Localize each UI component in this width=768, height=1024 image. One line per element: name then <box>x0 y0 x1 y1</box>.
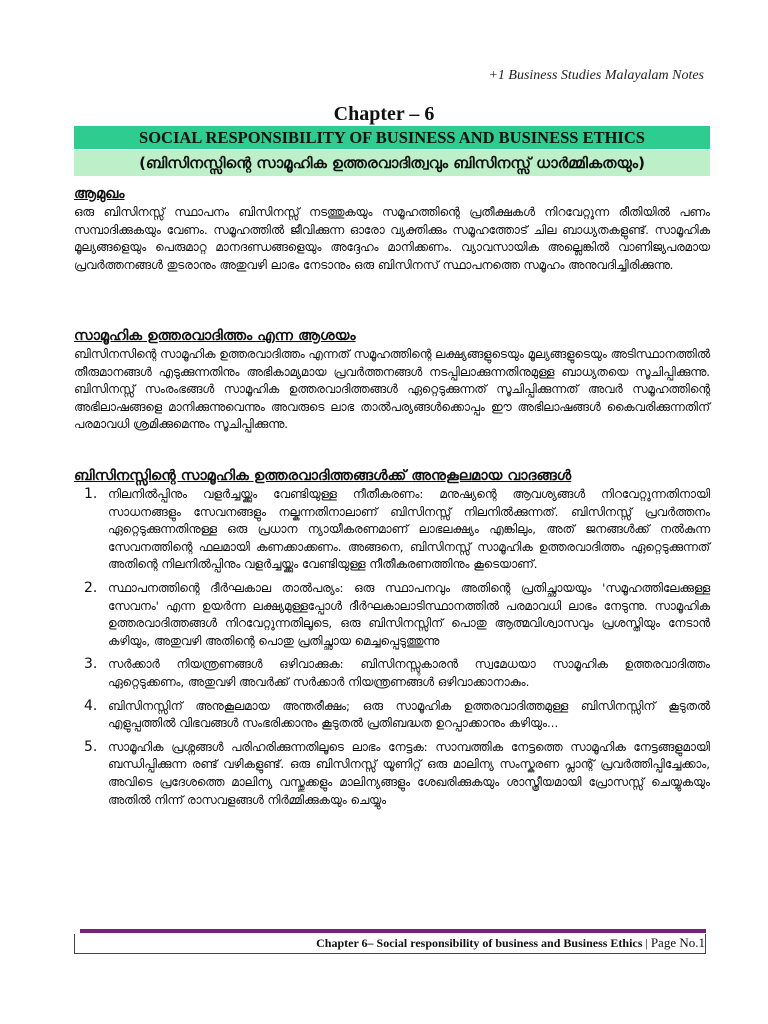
section-paragraph: ഒരു ബിസിനസ്സ് സ്ഥാപനം ബിസിനസ്സ് നടത്തുകയും സമൂഹത്തിന്റെ പ്രതീക്ഷകൾ നിറവേറ്റുന്ന രീതിയിൽ പണം സമ്പാദിക്കുകയും വേണം. സമൂഹത്തിൽ ജീവിക്കുന്ന ഓരോ വ്യക്തിക്കും സമൂഹത്തോട് ചില ബാധ്യതകളുണ്ട്. സാമൂഹിക മൂല്യങ്ങളെയും പെരുമാറ്റ മാനദണ്ഡങ്ങളെയും അദ്ദേഹം മാനിക്കണം. വ്യാവസായിക അല്ലെങ്കിൽ വാണിജ്യപരമായ പ്രവർത്തനങ്ങൾ തുടരാനും അതുവഴി ലാഭം നേടാനും ഒരു ബിസിനസ് സ്ഥാപനത്തെ സമൂഹം അനുവദിച്ചിരിക്കുന്നു. <box>74 205 710 272</box>
chapter-title-malayalam: (ബിസിനസ്സിന്റെ സാമൂഹിക ഉത്തരവാദിത്വവും ബിസിനസ്സ് ധാർമ്മികതയും) <box>74 150 710 176</box>
list-item <box>74 486 710 574</box>
list-item-text: സ്ഥാപനത്തിന്റെ ദീർഘകാല താൽപര്യം: ഒരു സ്ഥാപനവും അതിന്റെ പ്രതിച്ഛായയും 'സമൂഹത്തിലേക്കുള്ള സേവനം' എന്ന ഉയർന്ന ലക്ഷ്യമുള്ളപ്പോൾ ദീർഘകാലാടിസ്ഥാനത്തിൽ പരമാവധി ലാഭം നേടുന്നു. സാമൂഹിക ഉത്തരവാദിത്തങ്ങൾ നിറവേറ്റുന്നതിലൂടെ, ഒരു ബിസിനസ്സിന് പൊതു ആത്മവിശ്വാസവും പ്രശസ്തിയും നേടാൻ കഴിയും, അതുവഴി അതിന്റെ പൊതു പ്രതിച്ഛായ മെച്ചപ്പെടുത്തുന്നു <box>108 580 710 648</box>
footer-separator: | <box>645 936 648 950</box>
list-item-number: 1. <box>84 486 98 502</box>
footer-title: Chapter 6– Social responsibility of business and Business Ethics <box>316 936 643 950</box>
list-item <box>74 656 710 691</box>
list-item-number: 2. <box>84 579 98 596</box>
chapter-number: Chapter – 6 <box>333 103 435 125</box>
list-item <box>74 739 710 809</box>
arguments-list <box>74 486 710 809</box>
footer-divider <box>80 929 706 933</box>
page-header-note: +1 Business Studies Malayalam Notes <box>488 68 704 83</box>
page-footer <box>74 934 706 954</box>
chapter-title-english: SOCIAL RESPONSIBILITY OF BUSINESS AND BUSINESS ETHICS <box>74 126 710 149</box>
list-item-text: സർക്കാർ നിയന്ത്രണങ്ങൾ ഒഴിവാക്കുക: ബിസിനസ്സുകാരൻ സ്വമേധയാ സാമൂഹിക ഉത്തരവാദിത്തം ഏറ്റെടുക്കണം, അതുവഴി അവർക്ക് സർക്കാർ നിയന്ത്രണങ്ങൾ ഒഴിവാക്കാനാകും. <box>108 657 710 689</box>
section-concept <box>74 328 710 434</box>
list-item-text: ബിസിനസ്സിന് അനുകൂലമായ അന്തരീക്ഷം; ഒരു സാമൂഹിക ഉത്തരവാദിത്തമുള്ള ബിസിനസ്സിന് കൂടുതൽ എളുപ്പത്തിൽ വിഭവങ്ങൾ സംഭരിക്കാനും കൂടുതൽ പ്രതിബദ്ധത ഉറപ്പാക്കാനും കഴിയും... <box>108 698 710 731</box>
section-introduction <box>74 186 710 274</box>
section-paragraph: ബിസിനസിന്റെ സാമൂഹിക ഉത്തരവാദിത്തം എന്നത് സമൂഹത്തിന്റെ ലക്ഷ്യങ്ങളുടെയും മൂല്യങ്ങളുടെയും അടിസ്ഥാനത്തിൽ തീരുമാനങ്ങൾ എടുക്കുന്നതിനും അഭികാമ്യമായ പ്രവർത്തനങ്ങൾ നടപ്പിലാക്കുന്നതിനുമുള്ള ബാധ്യതയെ സൂചിപ്പിക്കുന്നു. ബിസിനസ്സ് സംരംഭങ്ങൾ സാമൂഹിക ഉത്തരവാദിത്തങ്ങൾ ഏറ്റെടുക്കുന്നത് സൂചിപ്പിക്കുന്നത് അവർ സമൂഹത്തിന്റെ അഭിലാഷങ്ങളെ മാനിക്കുന്നുവെന്നും അവരുടെ ലാഭ താൽപര്യങ്ങൾക്കൊപ്പം ഈ അഭിലാഷങ്ങൾ കൈവരിക്കുന്നതിന് പരമാവധി ശ്രമിക്കുമെന്നും സൂചിപ്പിക്കുന്നു. <box>74 347 711 432</box>
list-item-number: 5. <box>84 738 98 755</box>
footer-page-number: Page No.1 <box>650 935 705 950</box>
list-item-text: സാമൂഹിക പ്രശ്നങ്ങൾ പരിഹരിക്കുന്നതിലൂടെ ലാഭം നേട്ടക: സാമ്പത്തിക നേട്ടത്തെ സാമൂഹിക നേട്ടങ്ങളുമായി ബന്ധിപ്പിക്കുന്ന രണ്ട് വഴികളുണ്ട്. ഒരു ബിസിനസ്സ് യൂണിറ്റ് ഒരു മാലിന്യ സംസ്കരണ പ്ലാന്റ് പ്രവർത്തിപ്പിച്ചേക്കാം, അവിടെ പ്രദേശത്തെ മാലിന്യ വസ്തുക്കളും മാലിന്യങ്ങളും ശേഖരിക്കുകയും ശാസ്ത്രീയമായി പ്രോസസ്സ് ചെയ്യുകയും അതിൽ നിന്ന് രാസവളങ്ങൾ നിർമ്മിക്കുകയും ചെയ്യും <box>108 739 710 807</box>
list-item <box>74 580 710 650</box>
list-item <box>74 698 710 733</box>
section-heading: ആമുഖം <box>74 186 125 202</box>
list-item-number: 3. <box>84 656 98 673</box>
list-item-text: നിലനിൽപ്പിനും വളർച്ചയ്ക്കും വേണ്ടിയുള്ള നീതീകരണം: മനുഷ്യന്റെ ആവശ്യങ്ങൾ നിറവേറ്റുന്നതിനായി സാധനങ്ങളും സേവനങ്ങളും നല്കുന്നതിനാലാണ് ബിസിനസ്സ് നിലനിൽക്കുന്നത്. ബിസിനസ്സ് പ്രവർത്തനം ഏറ്റെടുക്കുന്നതിനുള്ള ഒരു പ്രധാന ന്യായീകരണമാണ് ലാഭലക്ഷ്യം എങ്കിലും, അത് ജനങ്ങൾക്ക് നൽകുന്ന സേവനത്തിന്റെ ഫലമായി കണക്കാക്കണം. അങ്ങനെ, ബിസിനസ്സ് സാമൂഹിക ഉത്തരവാദിത്തം ഏറ്റെടുക്കുന്നത് അതിന്റെ നിലനിൽപ്പിനും വളർച്ചയ്ക്കും വേണ്ടിയുള്ള നീതീകരണത്തിനും കൂടെയാണ്. <box>108 487 710 572</box>
section-arguments <box>74 468 710 815</box>
list-item-number: 4. <box>84 697 98 714</box>
section-heading: സാമൂഹിക ഉത്തരവാദിത്തം എന്ന ആശയം <box>74 328 356 344</box>
section-heading: ബിസിനസ്സിന്റെ സാമൂഹിക ഉത്തരവാദിത്തങ്ങൾക്ക് അനുകൂലമായ വാദങ്ങൾ <box>74 468 572 484</box>
